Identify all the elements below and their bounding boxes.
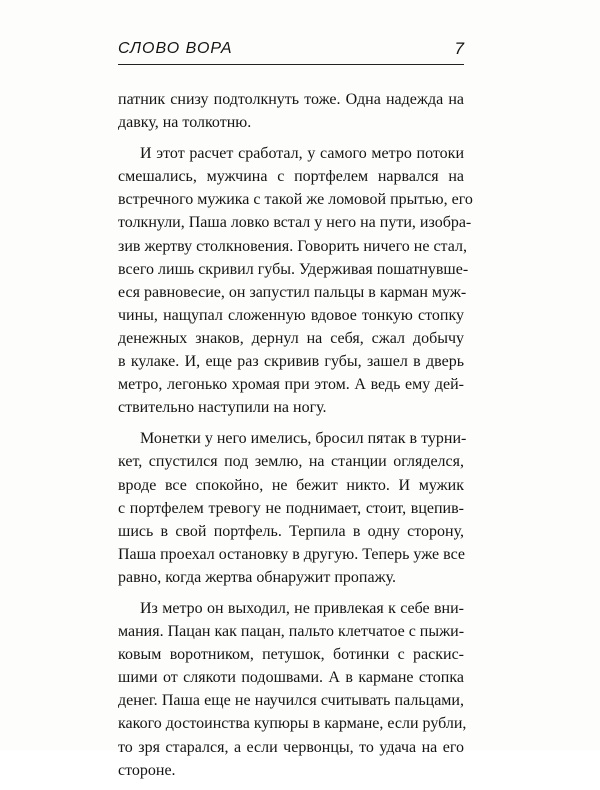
page-number: 7 bbox=[454, 39, 464, 58]
text-line: денег. Паша еще не научился считывать пальцами, bbox=[118, 692, 464, 710]
text-line: стороне. bbox=[118, 761, 176, 779]
text-line: какого достоинства купюры в кармане, если рубли, bbox=[118, 715, 467, 733]
text-line: толкнули, Паша ловко встал у него на пути, изобра- bbox=[118, 214, 472, 232]
text-line: шими от слякоти подошвами. А в кармане стопка bbox=[118, 669, 464, 687]
text-line: И этот расчет сработал, у самого метро потоки bbox=[140, 145, 464, 163]
text-line: равно, когда жертва обнаружит пропажу. bbox=[118, 568, 397, 586]
text-line: встречного мужика с такой же ломовой прытью, его bbox=[118, 191, 473, 209]
text-line: с портфелем тревогу не поднимает, стоит, вцепив- bbox=[118, 499, 464, 517]
text-line: шись в свой портфель. Терпила в одну сторону, bbox=[118, 522, 464, 540]
text-line: Монетки у него имелись, бросил пятак в турни- bbox=[140, 430, 467, 448]
text-line: ствительно наступили на ногу. bbox=[118, 399, 327, 417]
paragraph bbox=[118, 597, 467, 782]
running-title: СЛОВО ВОРА bbox=[118, 40, 233, 57]
text-line: давку, на толкотню. bbox=[118, 114, 252, 132]
text-line: то зря старался, а если червонцы, то удача на его bbox=[118, 738, 464, 756]
text-line: патник снизу подтолкнуть тоже. Одна надежда на bbox=[118, 91, 464, 108]
text-line: денежных знаков, дернул на себя, сжал добычу bbox=[118, 329, 464, 347]
text-line: мания. Пацан как пацан, пальто клетчатое с пыжи- bbox=[118, 623, 465, 641]
text-line: ковым воротником, петушок, ботинки с раскис- bbox=[118, 646, 464, 664]
text-line: метро, легонько хромая при этом. А ведь ему дей- bbox=[118, 376, 464, 394]
text-line: смешались, мужчина с портфелем нарвался на bbox=[118, 168, 464, 186]
text-line: Паша проехал остановку в другую. Теперь уже все bbox=[118, 545, 466, 563]
paragraph bbox=[118, 427, 467, 589]
text-line: вроде все спокойно, не бежит никто. И мужик bbox=[118, 476, 464, 494]
body-text bbox=[118, 88, 473, 790]
page-header bbox=[118, 38, 464, 65]
text-line: всего лишь скривил губы. Удерживая пошатнувше- bbox=[118, 260, 469, 278]
text-line: в кулаке. И, еще раз скривив губы, зашел в дверь bbox=[118, 353, 464, 371]
text-line: зив жертву столкновения. Говорить ничего не стал, bbox=[118, 237, 467, 255]
text-line: еся равновесие, он запустил пальцы в карман муж- bbox=[118, 283, 467, 301]
text-line: Из метро он выходил, не привлекая к себе вни- bbox=[140, 599, 464, 617]
paragraph bbox=[118, 142, 473, 419]
text-line: кет, спустился под землю, на станции огляделся, bbox=[118, 453, 464, 471]
text-line: чины, нащупал сложенную вдовое тонкую стопку bbox=[118, 306, 464, 324]
paragraph bbox=[118, 88, 464, 134]
